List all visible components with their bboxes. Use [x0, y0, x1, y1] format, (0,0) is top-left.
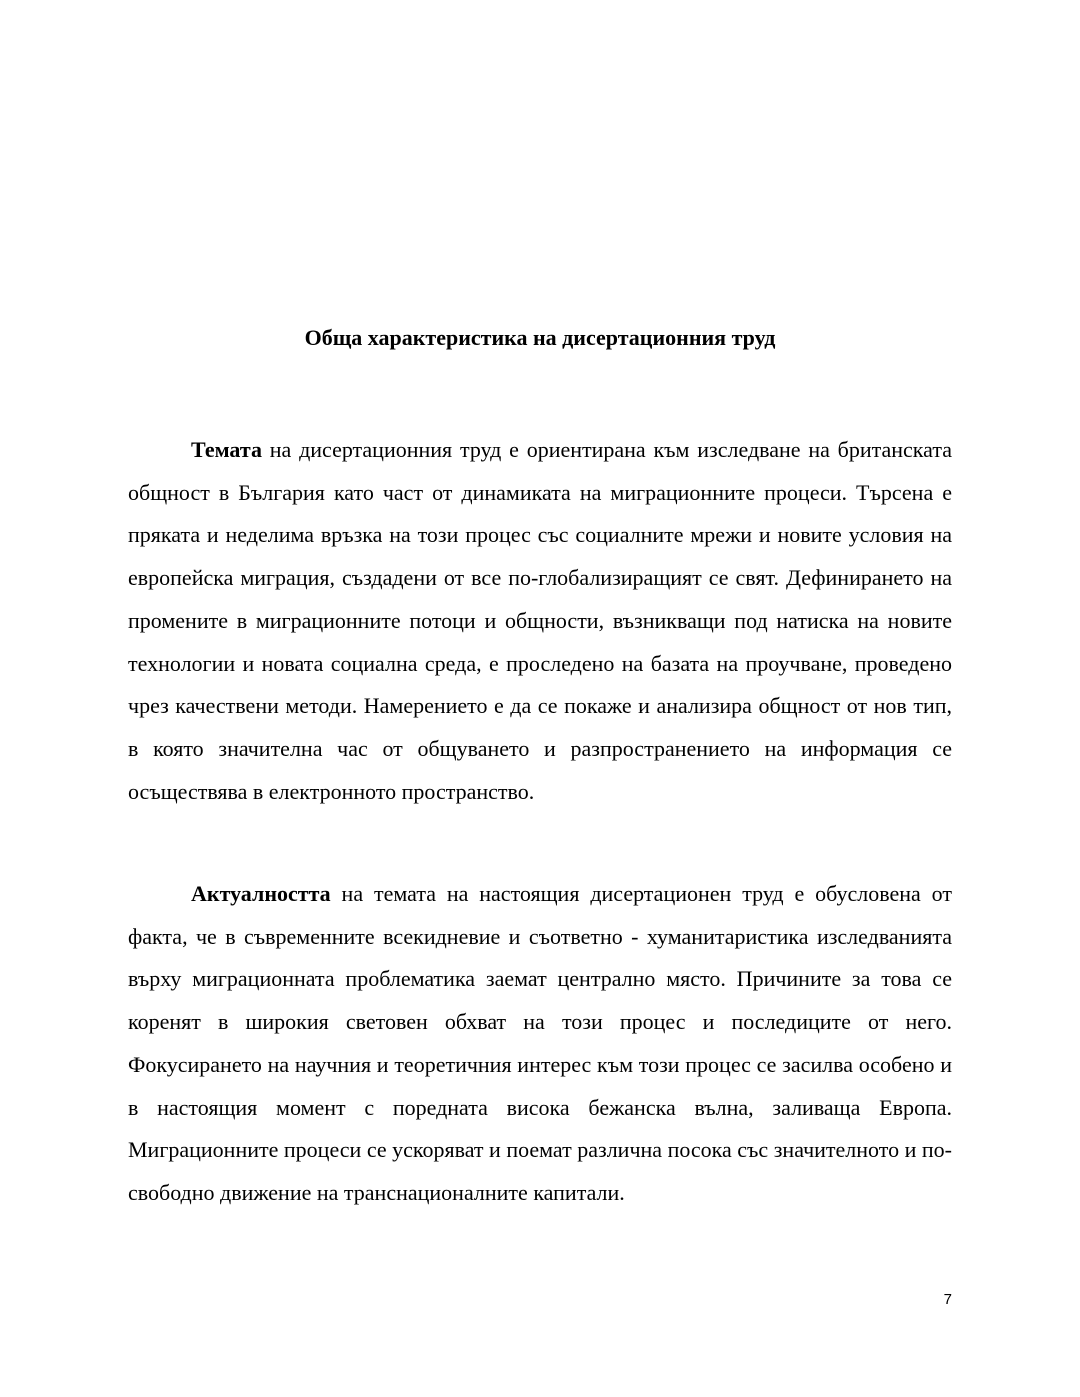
page-number: 7	[943, 1291, 952, 1308]
paragraph-text: на дисертационния труд е ориентирана към изследване на британската общност в България като част от динамиката на миграционните процеси. Търсена е пряката и неделима връзка на този процес със социалните мрежи и новите условия на европейска миграция, създадени от все по-глобализиращият се свят. Дефинирането на промените в миграционните потоци и общности, възникващи под натиска на новите технологии и новата социална среда, е проследено на базата на проучване, проведено чрез качествени методи. Намерението е да се покаже и анализира общност от нов тип, в която значителна час от общуването и разпространението на информация се осъществява в електронното пространство.	[128, 437, 952, 804]
page-title: Обща характеристика на дисертационния труд	[304, 325, 776, 350]
paragraph-lead: Темата	[191, 437, 262, 462]
paragraph-text: на темата на настоящия дисертационен труд е обусловена от факта, че в съвременните всекидневие и съответно - хуманитаристика изследванията върху миграционната проблематика заемат централно място. Причините за това се коренят в широкия световен обхват на този процес и последиците от него. Фокусирането на научния и теоретичния интерес към този процес се засилва особено и в настоящия момент с поредната висока бежанска вълна, заливаща Европа. Миграционните процеси се ускоряват и поемат различна посока със значителното и по-свободно движение на транснационалните капитали.	[128, 881, 952, 1205]
paragraph-relevance	[128, 873, 952, 1215]
paragraph-topic	[128, 429, 952, 813]
paragraph-lead: Актуалността	[191, 881, 331, 906]
